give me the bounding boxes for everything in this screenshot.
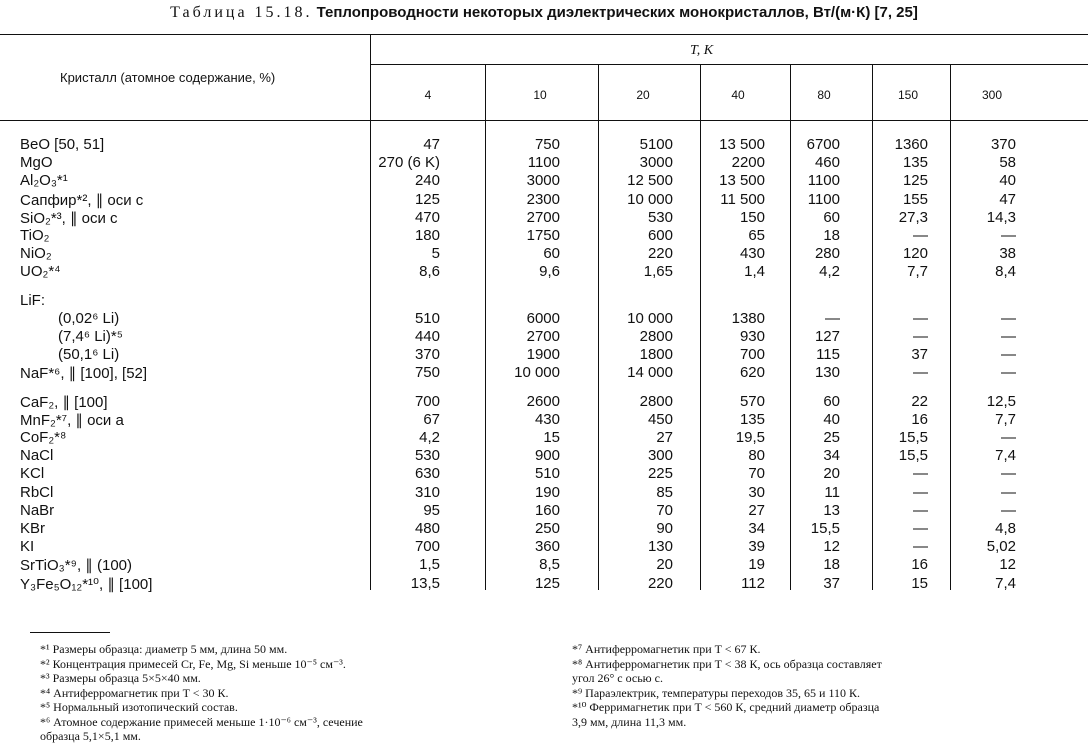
conductivity-value: 14 000 (627, 364, 673, 382)
conductivity-value: 60 (543, 245, 560, 263)
conductivity-value: — (1001, 429, 1016, 446)
conductivity-value: 4,2 (819, 263, 840, 281)
conductivity-value: 700 (414, 392, 440, 410)
conductivity-value: 70 (656, 501, 673, 519)
conductivity-value: 22 (911, 392, 928, 410)
footnote-rule (30, 632, 110, 633)
conductivity-value: 60 (823, 208, 840, 226)
conductivity-value: 95 (423, 501, 440, 519)
conductivity-value: 39 (748, 538, 765, 556)
conductivity-value: 8,6 (419, 263, 440, 281)
conductivity-value: 370 (414, 346, 440, 364)
conductivity-value: 18 (823, 227, 840, 244)
crystal-column-header: Кристалл (атомное содержание, %) (60, 70, 276, 85)
conductivity-value: 600 (647, 227, 673, 244)
temperature-header: T, К (690, 43, 714, 58)
top-rule (0, 34, 1088, 35)
footnote: *⁴ Антиферромагнетик при T < 30 К. (40, 685, 229, 700)
conductivity-value: 19 (748, 556, 765, 574)
conductivity-value: — (1001, 346, 1016, 364)
conductivity-value: 450 (647, 410, 673, 428)
conductivity-value: 10 000 (627, 190, 673, 208)
conductivity-value: — (1001, 483, 1016, 501)
conductivity-value: 10 000 (627, 309, 673, 327)
conductivity-value: — (913, 501, 928, 519)
conductivity-value: 2800 (639, 392, 673, 410)
conductivity-value: — (913, 483, 928, 501)
crystal-name: SiO₂*³, ∥ оси c (20, 209, 118, 227)
conductivity-value: 220 (647, 574, 673, 592)
crystal-name: NaBr (20, 501, 55, 519)
conductivity-value: 1360 (894, 136, 928, 153)
conductivity-value: 1,5 (419, 556, 440, 574)
crystal-name: KI (20, 538, 35, 556)
conductivity-value: 65 (748, 227, 765, 244)
conductivity-value: 38 (999, 245, 1016, 263)
crystal-name: TiO₂ (20, 227, 50, 244)
conductivity-value: 67 (423, 410, 440, 428)
conductivity-value: 270 (6 K) (378, 154, 440, 172)
conductivity-value: 130 (647, 538, 673, 556)
conductivity-value: 40 (823, 410, 840, 428)
conductivity-value: 1100 (807, 190, 840, 208)
conductivity-value: 13,5 (410, 574, 440, 592)
conductivity-value: 20 (823, 465, 840, 483)
conductivity-value: 630 (414, 465, 440, 483)
conductivity-value: 112 (741, 574, 765, 592)
conductivity-value: 37 (911, 346, 928, 364)
conductivity-value: — (913, 538, 928, 556)
table-row (0, 447, 1088, 465)
crystal-name: KBr (20, 520, 46, 537)
conductivity-value: 4,8 (995, 520, 1016, 537)
conductivity-value: 370 (990, 136, 1016, 153)
conductivity-value: 6700 (806, 136, 840, 153)
footnotes-right (572, 642, 882, 729)
conductivity-value: — (913, 309, 928, 327)
crystal-name: KCl (20, 465, 45, 483)
footnote: *³ Размеры образца 5×5×40 мм. (40, 671, 201, 685)
conductivity-value: 20 (656, 556, 673, 574)
table-row (0, 556, 1088, 574)
crystal-name: NaF*⁶, ∥ [100], [52] (20, 365, 148, 383)
conductivity-value: 125 (902, 172, 928, 190)
conductivity-value: — (1001, 227, 1016, 244)
conductivity-value: 12 (823, 538, 840, 556)
conductivity-value: 3000 (526, 172, 560, 190)
crystal-name: (50,1⁶ Li) (58, 346, 120, 364)
temperature-column-header: 10 (533, 88, 547, 102)
conductivity-value: 360 (534, 538, 560, 556)
crystal-name: NaCl (20, 447, 54, 465)
crystal-name: MnF₂*⁷, ∥ оси a (20, 411, 124, 429)
table-row (0, 538, 1088, 556)
temperature-column-header: 80 (817, 88, 831, 102)
conductivity-value: 12 (999, 556, 1016, 574)
conductivity-value: 2200 (731, 154, 765, 172)
crystal-name: Сапфир*², ∥ оси c (20, 191, 144, 209)
table-number: Таблица 15.18. (170, 4, 313, 21)
temperature-column-header: 4 (424, 88, 432, 102)
conductivity-value: 13 500 (719, 136, 765, 153)
conductivity-value: 240 (414, 172, 440, 190)
conductivity-value: 700 (739, 346, 765, 364)
table-row (0, 310, 1088, 328)
conductivity-value: 125 (414, 190, 440, 208)
conductivity-value: 180 (414, 227, 440, 244)
table-row (0, 263, 1088, 281)
conductivity-value: — (1001, 328, 1016, 345)
conductivity-value: 47 (423, 136, 440, 153)
table-row (0, 502, 1088, 520)
conductivity-value: 430 (534, 410, 560, 428)
conductivity-value: — (1001, 364, 1016, 382)
conductivity-value: 280 (814, 245, 840, 263)
conductivity-value: 310 (414, 483, 440, 501)
conductivity-value: 15,5 (810, 520, 840, 537)
conductivity-value: 130 (814, 364, 840, 382)
conductivity-value: 2700 (526, 328, 560, 345)
temperature-column-header: 40 (731, 88, 745, 102)
temperature-column-header: 150 (897, 88, 919, 102)
conductivity-value: 5100 (639, 136, 673, 153)
conductivity-value: 750 (534, 136, 560, 153)
footnote: *¹ Размеры образца: диаметр 5 мм, длина 50 мм. (40, 642, 288, 656)
conductivity-value: 60 (823, 392, 840, 410)
conductivity-value: 190 (534, 483, 560, 501)
conductivity-value: 15,5 (898, 429, 928, 446)
temp-header-rule (370, 64, 1088, 65)
conductivity-value: 70 (748, 465, 765, 483)
conductivity-value: 16 (911, 556, 928, 574)
conductivity-value: — (913, 465, 928, 483)
footnotes-left (40, 642, 363, 744)
conductivity-value: 480 (414, 520, 440, 537)
table-row (0, 411, 1088, 429)
table-row (0, 227, 1088, 245)
conductivity-value: 14,3 (986, 208, 1016, 226)
conductivity-value: — (1001, 501, 1016, 519)
conductivity-value: 135 (902, 154, 928, 172)
conductivity-value: 1750 (526, 227, 560, 244)
conductivity-value: 18 (823, 556, 840, 574)
conductivity-value: 16 (911, 410, 928, 428)
conductivity-value: 160 (534, 501, 560, 519)
conductivity-value: 58 (999, 154, 1016, 172)
conductivity-value: 1380 (731, 309, 765, 327)
conductivity-value: 225 (647, 465, 673, 483)
header-bottom-rule (0, 120, 1088, 121)
conductivity-value: 15 (911, 574, 928, 592)
conductivity-value: 530 (647, 208, 673, 226)
conductivity-value: 530 (414, 447, 440, 465)
conductivity-value: 150 (739, 208, 765, 226)
crystal-name: SrTiO₃*⁹, ∥ (100) (20, 557, 132, 575)
crystal-name: (0,02⁶ Li) (58, 309, 120, 327)
crystal-name: MgO (20, 154, 53, 172)
conductivity-value: 12 500 (627, 172, 673, 190)
conductivity-value: — (913, 328, 928, 345)
crystal-name: Al₂O₃*¹ (20, 172, 68, 190)
conductivity-value: 700 (414, 538, 440, 556)
conductivity-value: 620 (739, 364, 765, 382)
conductivity-value: 1,4 (744, 263, 765, 281)
conductivity-value: 250 (534, 520, 560, 537)
conductivity-value: 9,6 (539, 263, 560, 281)
conductivity-value: — (1001, 309, 1016, 327)
table-row (0, 154, 1088, 172)
conductivity-value: 15 (543, 429, 560, 446)
table-row (0, 136, 1088, 154)
conductivity-value: 40 (999, 172, 1016, 190)
table-row (0, 364, 1088, 382)
table-row (0, 429, 1088, 447)
conductivity-value: 460 (814, 154, 840, 172)
conductivity-value: — (913, 364, 928, 382)
conductivity-value: 127 (814, 328, 840, 345)
conductivity-value: — (913, 520, 928, 537)
conductivity-value: 85 (656, 483, 673, 501)
conductivity-value: 750 (414, 364, 440, 382)
conductivity-value: 27 (748, 501, 765, 519)
crystal-name: Y₃Fe₅O₁₂*¹⁰, ∥ [100] (20, 575, 153, 593)
conductivity-value: 1100 (807, 172, 840, 190)
conductivity-value: 47 (999, 190, 1016, 208)
conductivity-value: 8,5 (539, 556, 560, 574)
table-row (0, 191, 1088, 209)
conductivity-value: 15,5 (898, 447, 928, 465)
conductivity-value: 2300 (526, 190, 560, 208)
conductivity-value: 115 (816, 346, 840, 364)
conductivity-value: 11 (824, 483, 840, 501)
footnote: *¹⁰ Ферримагнетик при T < 560 К, средний диаметр образца (572, 700, 880, 714)
conductivity-value: 6000 (526, 309, 560, 327)
conductivity-value: 440 (414, 328, 440, 345)
crystal-name: LiF: (20, 291, 46, 309)
conductivity-value: 570 (739, 392, 765, 410)
crystal-name: RbCl (20, 483, 54, 501)
conductivity-value: 2600 (526, 392, 560, 410)
conductivity-value: 3000 (639, 154, 673, 172)
conductivity-value: 1900 (526, 346, 560, 364)
table-row (0, 292, 1088, 310)
table-row (0, 346, 1088, 364)
table-title: Теплопроводности некоторых диэлектрических монокристаллов, Вт/(м·К) [7, 25] (316, 4, 918, 21)
conductivity-value: — (825, 309, 840, 327)
conductivity-value: 1100 (527, 154, 560, 172)
conductivity-value: 7,4 (995, 447, 1016, 465)
table-row (0, 484, 1088, 502)
conductivity-value: 1,65 (643, 263, 673, 281)
conductivity-value: 125 (534, 574, 560, 592)
conductivity-value: 155 (902, 190, 928, 208)
conductivity-value: 7,4 (995, 574, 1016, 592)
conductivity-value: 13 500 (719, 172, 765, 190)
conductivity-value: 430 (739, 245, 765, 263)
conductivity-value: 11 500 (720, 190, 765, 208)
crystal-name: (7,4⁶ Li)*⁵ (58, 328, 123, 345)
footnote: *⁵ Нормальный изотопический состав. (40, 700, 238, 714)
conductivity-value: 30 (748, 483, 765, 501)
crystal-name: CaF₂, ∥ [100] (20, 393, 108, 411)
conductivity-value: 12,5 (986, 392, 1016, 410)
conductivity-value: 4,2 (419, 429, 440, 446)
conductivity-value: 7,7 (995, 410, 1016, 428)
footnote: *⁷ Антиферромагнетик при T < 67 К. (572, 642, 761, 656)
conductivity-value: 34 (748, 520, 765, 537)
table-row (0, 393, 1088, 411)
conductivity-value: 37 (823, 574, 840, 592)
conductivity-value: 27 (656, 429, 673, 446)
conductivity-value: 34 (823, 447, 840, 465)
footnote: образца 5,1×5,1 мм. (40, 729, 141, 743)
conductivity-value: 8,4 (995, 263, 1016, 281)
conductivity-value: 1800 (639, 346, 673, 364)
conductivity-value: — (913, 227, 928, 244)
table-row (0, 209, 1088, 227)
crystal-name: NiO₂ (20, 245, 52, 263)
footnote: угол 26° с осью c. (572, 671, 663, 685)
conductivity-value: — (1001, 465, 1016, 483)
temperature-column-header: 300 (981, 88, 1003, 102)
crystal-name: CoF₂*⁸ (20, 429, 67, 446)
table-row (0, 520, 1088, 538)
conductivity-value: 13 (823, 501, 840, 519)
crystal-name: UO₂*⁴ (20, 263, 61, 281)
conductivity-value: 510 (534, 465, 560, 483)
conductivity-value: 135 (739, 410, 765, 428)
temperature-column-header: 20 (636, 88, 650, 102)
conductivity-value: 2800 (639, 328, 673, 345)
footnote: *⁶ Атомное содержание примесей меньше 1·10⁻⁶ см⁻³, сечение (40, 714, 363, 729)
footnote: 3,9 мм, длина 11,3 мм. (572, 714, 687, 729)
conductivity-value: 220 (647, 245, 673, 263)
conductivity-value: 510 (414, 309, 440, 327)
conductivity-value: 19,5 (735, 429, 765, 446)
table-row (0, 465, 1088, 483)
conductivity-value: 7,7 (907, 263, 928, 281)
conductivity-value: 300 (647, 447, 673, 465)
conductivity-value: 80 (748, 447, 765, 465)
conductivity-value: 930 (739, 328, 765, 345)
footnote: *² Концентрация примесей Cr, Fe, Mg, Si меньше 10⁻⁵ см⁻³. (40, 656, 346, 671)
table-row (0, 172, 1088, 190)
conductivity-value: 10 000 (514, 364, 560, 382)
conductivity-value: 27,3 (898, 208, 928, 226)
conductivity-value: 470 (414, 208, 440, 226)
footnote: *⁸ Антиферромагнетик при T < 38 К, ось образца составляет (572, 656, 882, 671)
table-row (0, 328, 1088, 346)
table-row (0, 575, 1088, 593)
conductivity-value: 90 (656, 520, 673, 537)
conductivity-value: 2700 (526, 208, 560, 226)
crystal-name: BeO [50, 51] (20, 136, 105, 153)
conductivity-value: 120 (902, 245, 928, 263)
table-caption (0, 4, 1088, 22)
table-row (0, 245, 1088, 263)
conductivity-value: 5,02 (986, 538, 1016, 556)
conductivity-value: 5 (431, 245, 440, 263)
conductivity-value: 25 (823, 429, 840, 446)
footnote: *⁹ Параэлектрик, температуры переходов 35, 65 и 110 К. (572, 685, 861, 700)
conductivity-value: 900 (534, 447, 560, 465)
